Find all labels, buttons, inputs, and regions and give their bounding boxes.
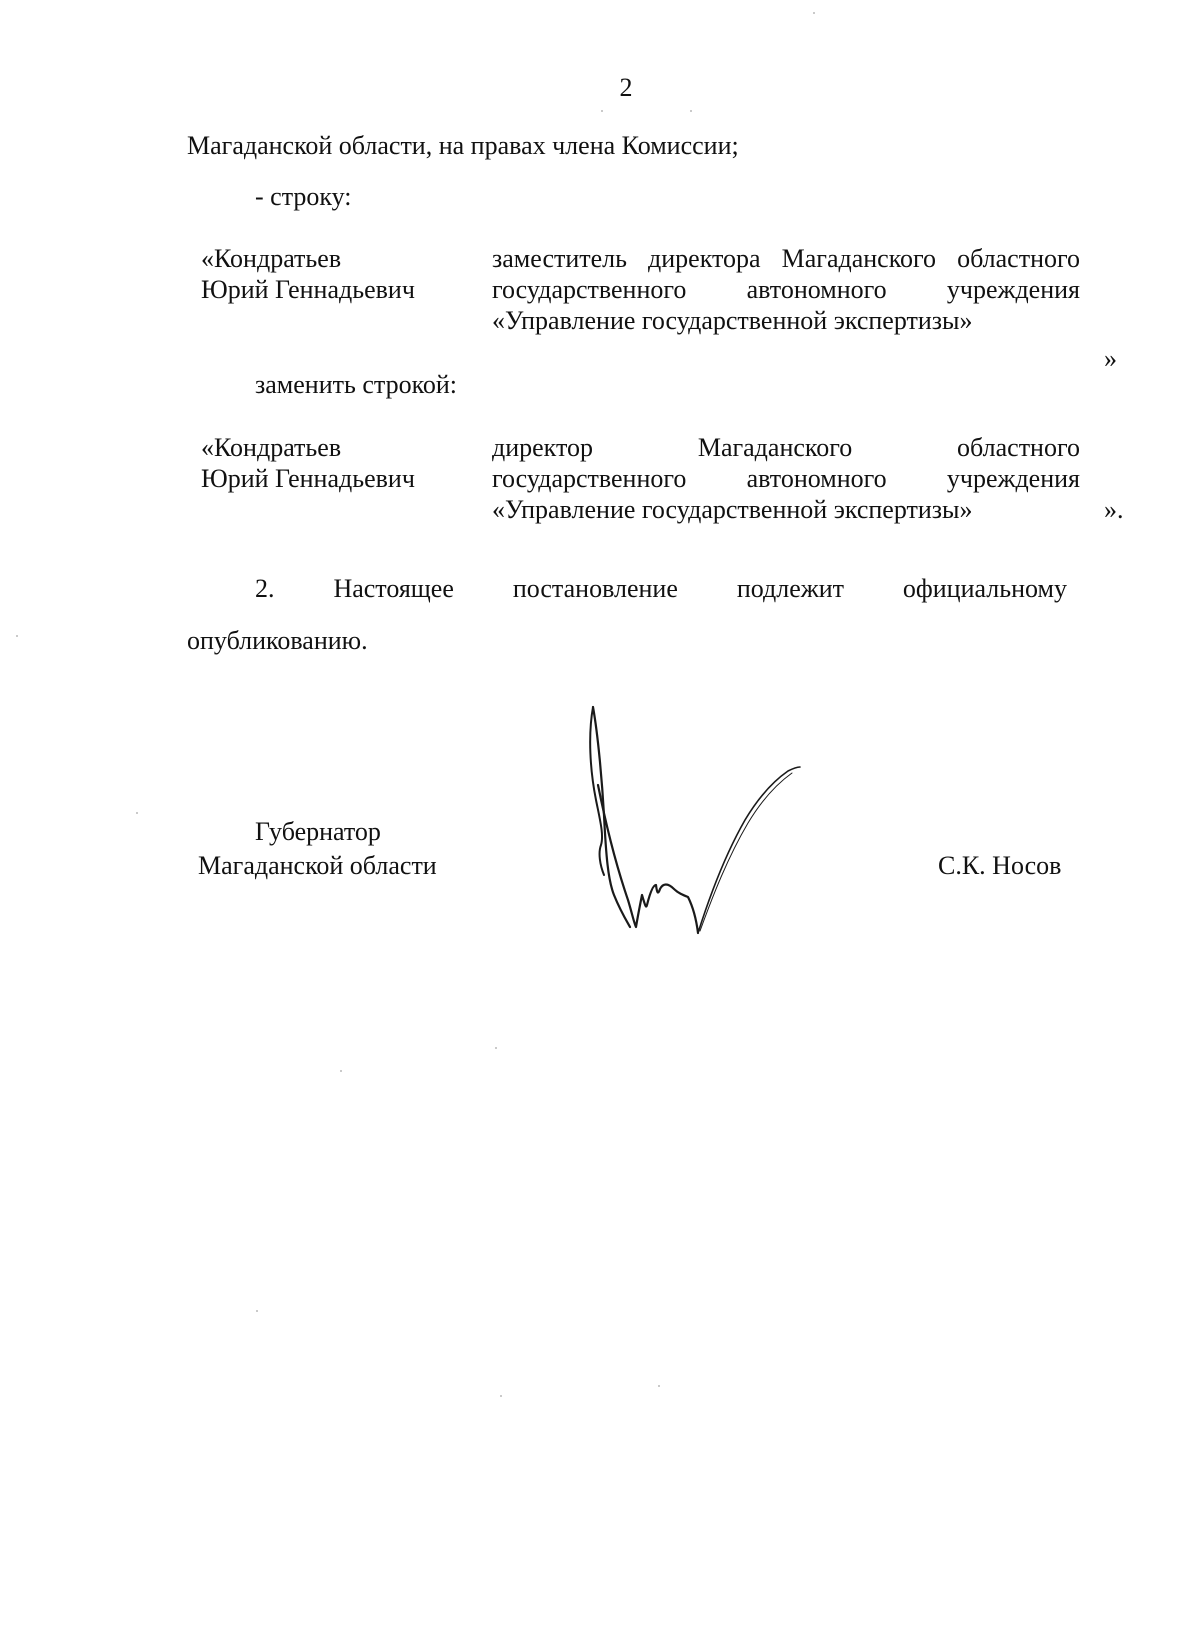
clause-2-continuation: опубликованию.: [187, 626, 368, 655]
old-entry-position-line: государственного автономного учреждения: [492, 275, 1080, 304]
continuation-text: Магаданской области, на правах члена Комиссии;: [187, 131, 739, 160]
new-entry-position: [492, 432, 1080, 525]
old-entry-name-line2: Юрий Геннадьевич: [201, 275, 415, 304]
clause-2-word: официальному: [902, 574, 1067, 603]
scan-speck: [16, 635, 18, 637]
old-entry-closing-quote: »: [1104, 344, 1117, 373]
scan-speck: [690, 110, 692, 112]
old-entry-position-line: заместитель директора Магаданского областного: [492, 244, 1080, 273]
clause-2-word: 2.: [255, 574, 275, 603]
signer-title-line1: Губернатор: [255, 817, 381, 846]
scan-speck: [340, 1070, 342, 1072]
scan-speck: [136, 812, 138, 814]
new-entry-closing-quote: ».: [1104, 495, 1124, 524]
replace-intro: заменить строкой:: [255, 370, 458, 399]
scan-speck: [601, 110, 603, 112]
old-entry-name-line1: «Кондратьев: [201, 244, 342, 273]
new-entry-position-line: директор Магаданского областного: [492, 433, 1080, 462]
scan-speck: [256, 1310, 258, 1312]
new-entry-position-line: «Управление государственной экспертизы»: [492, 495, 973, 524]
old-entry-position: [492, 243, 1080, 336]
clause-2-line: [255, 573, 1067, 604]
old-entry-position-line: «Управление государственной экспертизы»: [492, 306, 973, 335]
clause-2-word: подлежит: [736, 574, 844, 603]
scan-speck: [813, 12, 815, 14]
scan-speck: [658, 1385, 660, 1387]
scan-speck: [500, 1395, 502, 1397]
new-entry-name-line2: Юрий Геннадьевич: [201, 464, 415, 493]
signer-name: С.К. Носов: [938, 851, 1062, 880]
page-number: 2: [619, 73, 633, 102]
new-entry-position-line: государственного автономного учреждения: [492, 464, 1080, 493]
clause-2-word: Настоящее: [333, 574, 454, 603]
clause-2-word: постановление: [512, 574, 678, 603]
handwritten-signature: [560, 695, 840, 955]
scan-speck: [495, 1047, 497, 1049]
new-entry-name-line1: «Кондратьев: [201, 433, 342, 462]
signer-title-line2: Магаданской области: [198, 851, 437, 880]
line-intro: - строку:: [255, 182, 352, 211]
